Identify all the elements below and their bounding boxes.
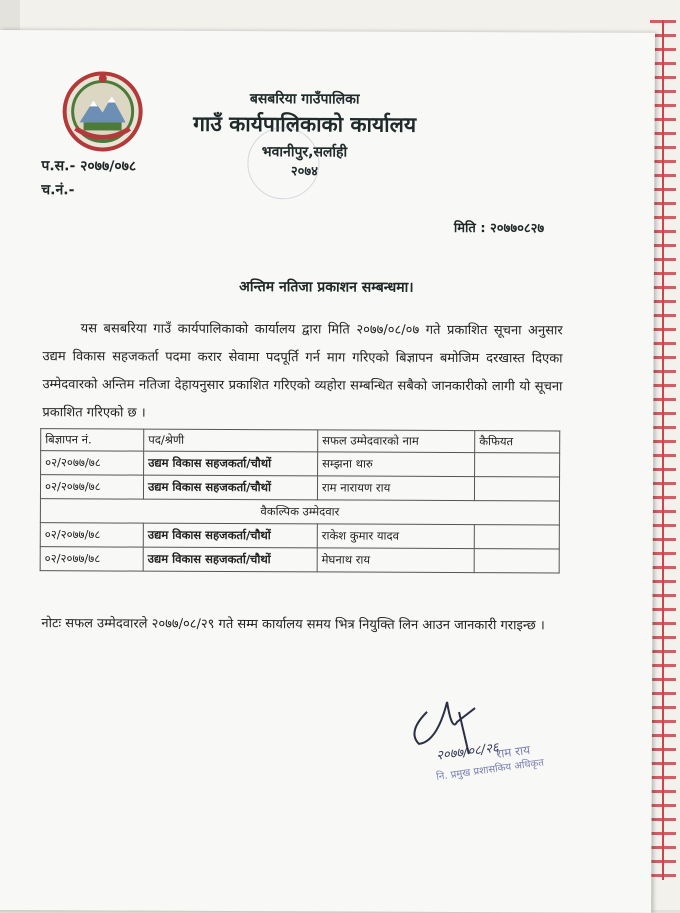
results-table: [40, 428, 561, 573]
table-row: [40, 547, 559, 573]
cell-adv: ०२/२०७७/७८: [40, 475, 143, 499]
cell-name: राकेश कुमार यादव: [317, 524, 474, 549]
col-post: पद/श्रेणी: [144, 429, 318, 452]
notice-body: यस बसबरिया गाउँ कार्यपालिकाको कार्यालय द्वारा मिति २०७७/०८/०७ गते प्रकाशित सूचना अनुसार उद्यम विकास सहजकर्ता पदमा करार सेवामा पदपूर्ति गर्न माग गरिएको बिज्ञापन बमोजिम दरखास्त दिएका उम्मेदवारको अन्तिम नतिजा देहायनुसार प्रकाशित गरिएको व्यहोरा सम्बन्धित सबैको जानकारीको लागी यो सूचना प्रकाशित गरिएको छ ।: [42, 321, 563, 421]
notice-subject: अन्तिम नतिजा प्रकाशन सम्बन्धमा।: [239, 279, 414, 296]
dispatch-number: च.नं.-: [41, 182, 75, 199]
col-remarks: कैफियत: [475, 431, 560, 453]
faded-stamp: [247, 127, 319, 199]
cell-remark: [475, 453, 560, 477]
col-candidate-name: सफल उम्मेदवारको नाम: [318, 430, 475, 453]
cell-remark: [474, 549, 559, 573]
established-year: २०७४: [290, 164, 318, 180]
office-name: गाउँ कार्यपालिकाको कार्यालय: [193, 111, 417, 137]
cell-name: मेघनाथ राय: [317, 548, 474, 573]
nepal-emblem-icon: [61, 70, 143, 152]
office-address: भवानीपुर,सर्लाही: [261, 144, 348, 161]
letter-number: प.स.- २०७७/०७८: [41, 158, 137, 175]
table-header-row: [41, 429, 560, 453]
cell-adv: ०२/२०७७/७८: [40, 523, 143, 547]
cell-post: उद्यम विकास सहजकर्ता/चौथों: [143, 523, 317, 548]
signature-name: राम राय: [495, 742, 531, 762]
table-row: [40, 523, 559, 549]
signature-stamp: [397, 672, 578, 793]
notice-note: नोटः सफल उम्मेदवारले २०७७/०८/२९ गते सम्म कार्यालय समय भित्र नियुक्ति लिन आउन जानकारी गराइन्छ ।: [41, 616, 545, 634]
cell-name: सम्झना थारु: [318, 452, 475, 477]
signature-title: नि. प्रमुख प्रशासकिय अधिकृत: [435, 757, 545, 783]
col-advertisement-no: बिज्ञापन नं.: [41, 429, 144, 451]
notice-date: मिति : २०७७०८२७: [453, 220, 545, 237]
decorative-border-line: [662, 20, 664, 880]
municipality-name: बसबरिया गाउँपालिका: [249, 91, 360, 108]
notice-paper: [0, 30, 655, 913]
table-row: [40, 475, 559, 501]
cell-name: राम नारायण राय: [317, 476, 474, 501]
table-row: [41, 451, 560, 477]
cell-post: उद्यम विकास सहजकर्ता/चौथों: [144, 451, 318, 476]
signature-date: २०७७/०८/२६: [435, 740, 500, 764]
cell-post: उद्यम विकास सहजकर्ता/चौथों: [143, 475, 317, 500]
alternate-heading-row: [40, 499, 559, 525]
cell-adv: ०२/२०७७/७८: [41, 451, 144, 475]
cell-remark: [474, 525, 559, 549]
cell-adv: ०२/२०७७/७८: [40, 547, 143, 571]
cell-post: उद्यम विकास सहजकर्ता/चौथों: [143, 547, 317, 572]
alternate-candidates-heading: वैकल्पिक उम्मेदवार: [40, 499, 559, 525]
cell-remark: [474, 477, 559, 501]
